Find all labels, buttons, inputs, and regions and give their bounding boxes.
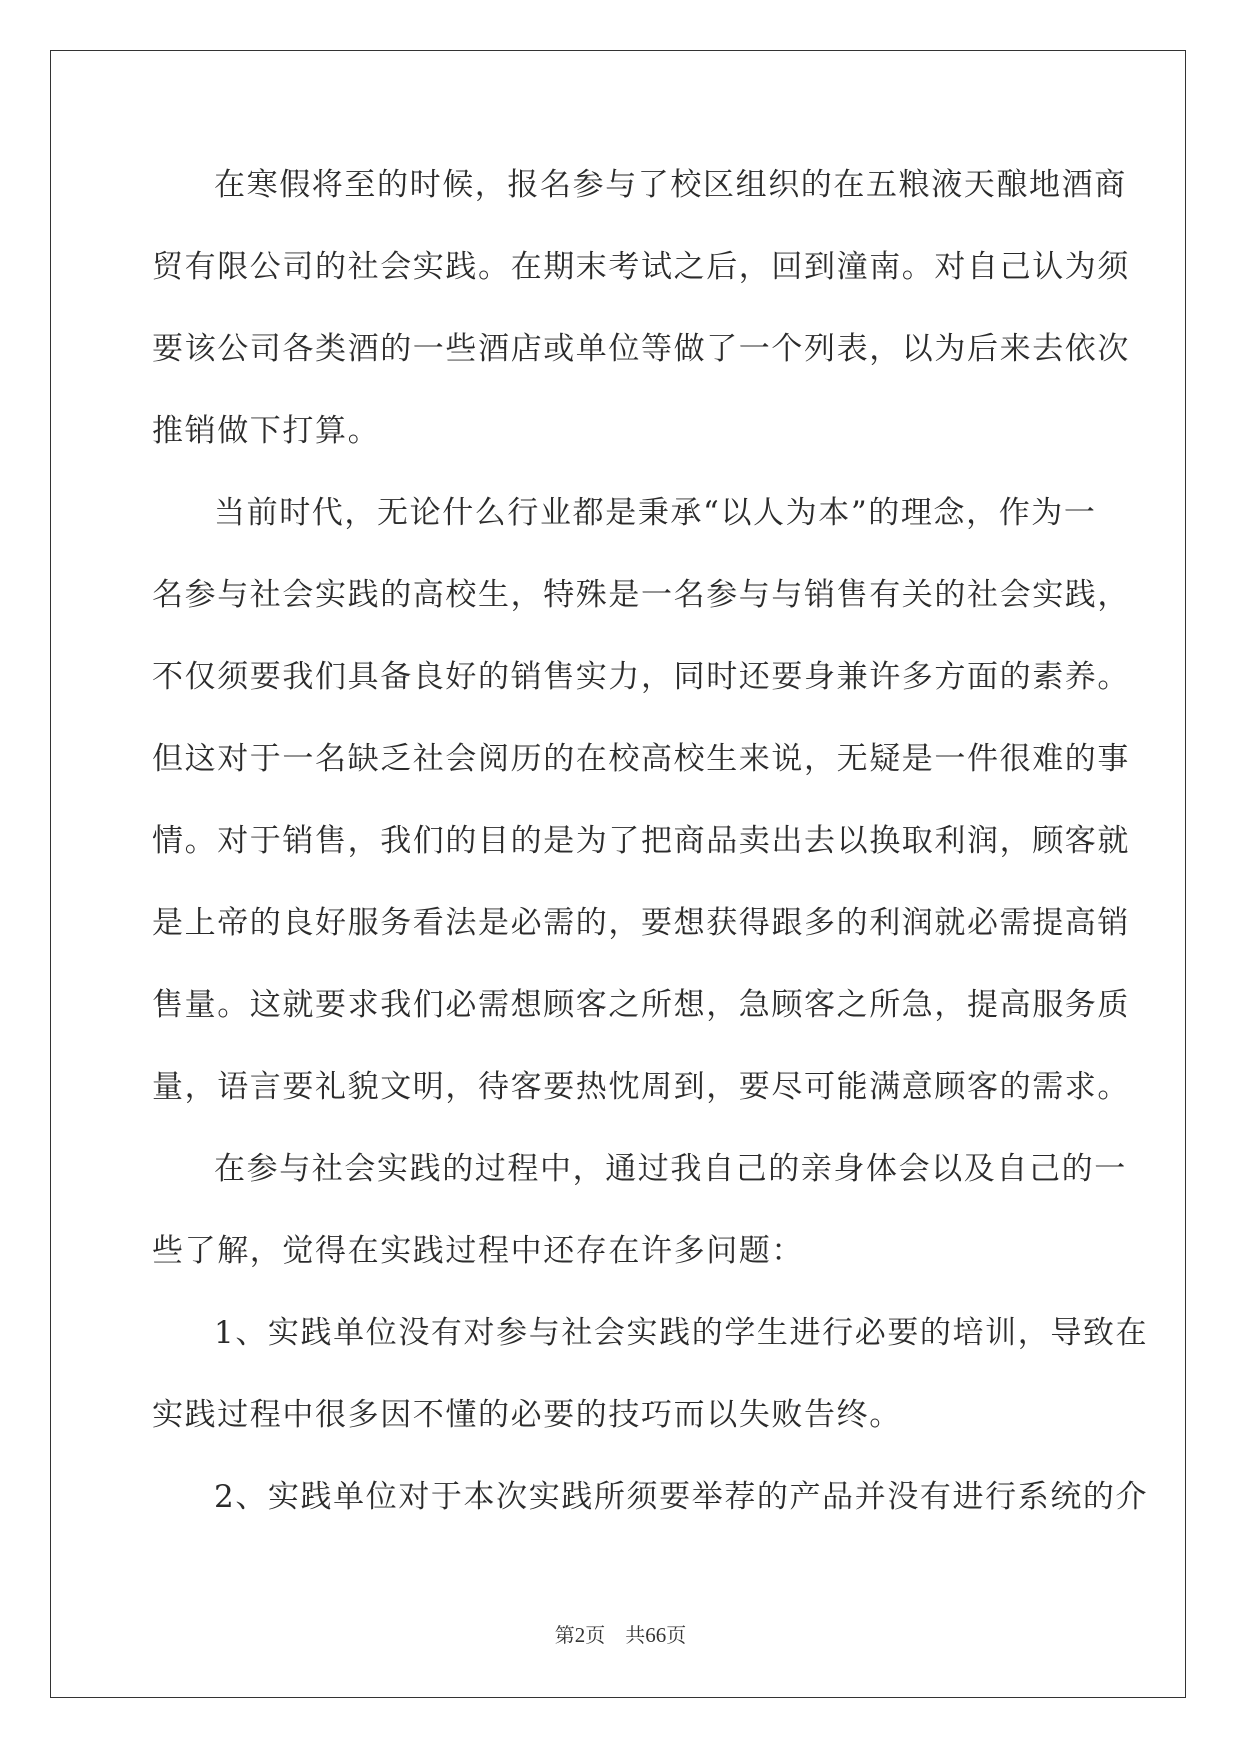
total-prefix: 共 — [625, 1623, 646, 1647]
text-line: 量，语言要礼貌文明，待客要热忱周到，要尽可能满意顾客的需求。 — [152, 1069, 1130, 1105]
total-suffix: 页 — [666, 1623, 687, 1647]
text-line: 要该公司各类酒的一些酒店或单位等做了一个列表，以为后来去依次 — [152, 331, 1130, 367]
text-line: 名参与社会实践的高校生，特殊是一名参与与销售有关的社会实践， — [152, 577, 1130, 613]
text-line: 但这对于一名缺乏社会阅历的在校高校生来说，无疑是一件很难的事 — [152, 741, 1130, 777]
page-footer — [0, 1619, 1241, 1648]
text-line: 在参与社会实践的过程中，通过我自己的亲身体会以及自己的一 — [214, 1151, 1127, 1187]
page-prefix: 第 — [554, 1623, 575, 1647]
text-line: 些了解，觉得在实践过程中还存在许多问题： — [152, 1233, 804, 1269]
text-line: 售量。这就要求我们必需想顾客之所想，急顾客之所急，提高服务质 — [152, 987, 1130, 1023]
text-line: 1、实践单位没有对参与社会实践的学生进行必要的培训，导致在 — [214, 1315, 1149, 1351]
document-body — [152, 160, 1149, 1554]
page-number: 2 — [574, 1623, 586, 1647]
page-suffix: 页 — [585, 1623, 606, 1647]
text-line: 不仅须要我们具备良好的销售实力，同时还要身兼许多方面的素养。 — [152, 659, 1130, 695]
text-line: 实践过程中很多因不懂的必要的技巧而以失败告终。 — [152, 1397, 902, 1433]
text-line: 在寒假将至的时候，报名参与了校区组织的在五粮液天酿地酒商 — [214, 167, 1127, 203]
text-line: 情。对于销售，我们的目的是为了把商品卖出去以换取利润，顾客就 — [152, 823, 1130, 859]
text-line: 当前时代，无论什么行业都是秉承“以人为本”的理念，作为一 — [214, 495, 1097, 531]
text-line: 是上帝的良好服务看法是必需的，要想获得跟多的利润就必需提高销 — [152, 905, 1130, 941]
text-line: 2、实践单位对于本次实践所须要举荐的产品并没有进行系统的介 — [214, 1479, 1149, 1515]
text-line: 贸有限公司的社会实践。在期末考试之后，回到潼南。对自己认为须 — [152, 249, 1130, 285]
total-pages: 66 — [645, 1623, 667, 1647]
text-line: 推销做下打算。 — [152, 413, 381, 449]
